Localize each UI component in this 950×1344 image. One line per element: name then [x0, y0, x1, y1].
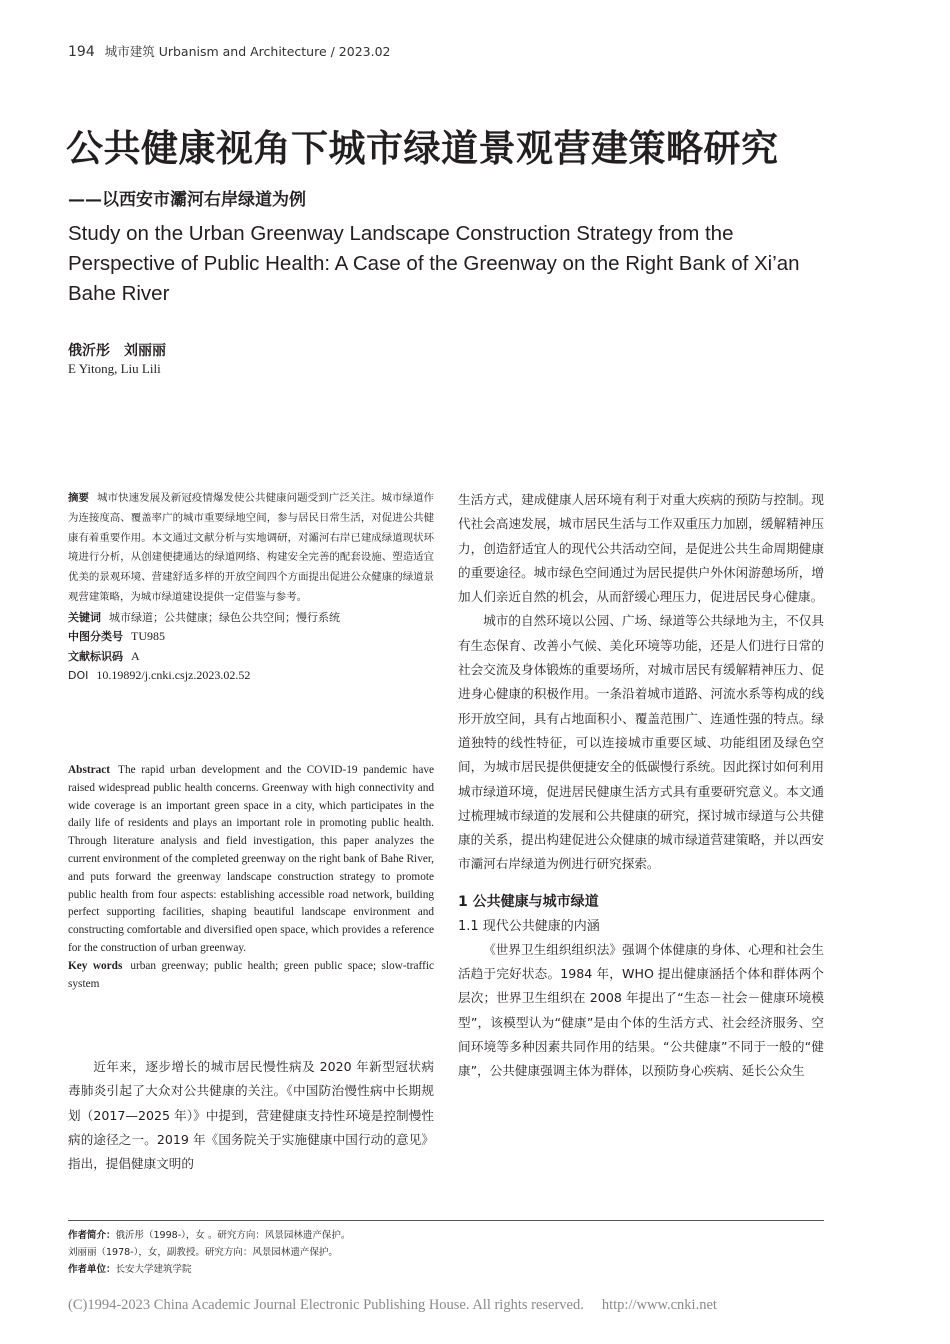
doc-code-label: 文献标识码	[68, 649, 123, 663]
affiliation-label: 作者单位：	[68, 1264, 116, 1275]
affiliation-line	[68, 1261, 350, 1278]
intro-paragraph: 近年来，逐步增长的城市居民慢性病及 2020 年新型冠状病毒肺炎引起了大众对公共健康的关注。《中国防治慢性病中长期规划（2017—2025 年）》中提到，营建健康支持性环境是控制慢性病的途径之一。2019 年《国务院关于实施健康中国行动的意见》指出，提倡健康文明的	[68, 1059, 434, 1172]
english-abstract-label: Abstract	[68, 764, 111, 776]
keywords-label: 关键词	[68, 610, 101, 624]
english-keywords-text: urban greenway; public health; green public space; slow-traffic system	[68, 959, 434, 990]
journal-name: 城市建筑 Urbanism and Architecture / 2023.02	[104, 44, 391, 59]
intro-block	[68, 1055, 434, 1176]
english-title: Study on the Urban Greenway Landscape Construction Strategy from the Perspective of Public Health: A Case of the Greenway on the Right Bank of Xi’an Bahe River	[68, 222, 800, 305]
english-abstract-text: The rapid urban development and the COVID-19 pandemic have raised widespread public health concerns. Greenway with high connectivity and wide coverage is an important green space in a city, which participates in the daily life of residents and plays an important role in promoting public health. Through literature analysis and field investigation, this paper analyzes the current environment of the completed greenway on the right bank of Bahe River, and puts forward the greenway landscape construction strategy to promote public health from four aspects: establishing accessible road network, building perfect supporting facilities, shaping beautiful landscape environment and constructing comfortable and diversified open space, which provides a reference for the construction of urban greenway.	[68, 764, 434, 954]
doi-label: DOI	[68, 669, 89, 683]
doc-code-value: A	[131, 648, 140, 663]
clc-value: TU985	[131, 629, 165, 644]
cnki-link[interactable]: http://www.cnki.net	[601, 1297, 717, 1313]
clc-line	[68, 627, 434, 647]
right-column	[458, 488, 824, 1084]
doi-value: 10.19892/j.cnki.csjz.2023.02.52	[96, 668, 251, 683]
clc-label: 中图分类号	[68, 630, 123, 644]
chinese-abstract	[68, 489, 434, 608]
continued-paragraph: 生活方式，建成健康人居环境有利于对重大疾病的预防与控制。现代社会高速发展，城市居民生活与工作双重压力加剧，缓解精神压力，创造舒适宜人的现代公共活动空间，是促进公共生命周期健康的重要途径。城市绿色空间通过为居民提供户外休闲游憩场所，增加人们亲近自然的机会，从而舒缓心理压力，促进居民身心健康。	[458, 492, 824, 605]
authors-english: E Yitong, Liu Lili	[68, 361, 161, 376]
keywords-line	[68, 608, 434, 628]
author1-note: 俄沂彤（1998-），女 。研究方向：风景园林遗产保护。	[115, 1230, 351, 1241]
english-keywords-label: Key words	[68, 959, 123, 972]
chinese-abstract-block	[68, 489, 434, 686]
english-abstract-block	[68, 762, 434, 993]
keywords-text: 城市绿道；公共健康；绿色公共空间；慢行系统	[109, 610, 340, 624]
author-intro-label: 作者简介：	[68, 1230, 116, 1241]
footnote-divider	[68, 1220, 824, 1221]
english-abstract	[68, 762, 434, 958]
paragraph-3: 《世界卫生组织组织法》强调个体健康的身体、心理和社会生活趋于完好状态。1984 年，WHO 提出健康涵括个体和群体两个层次；世界卫生组织在 2008 年提出了“生态－社会－健康环境模型”，该模型认为“健康”是由个体的生活方式、社会经济服务、空间环境等多种因素共同作用的结果。“公共健康”不同于一般的“健康”，公共健康强调主体为群体，以预防身心疾病、延长公众生	[458, 941, 824, 1079]
paragraph-2: 城市的自然环境以公园、广场、绿道等公共绿地为主，不仅具有生态保育、改善小气候、美化环境等功能，还是人们进行日常的社会交流及身体锻炼的重要场所，对城市居民有缓解精神压力、促进身心健康的积极作用。一条沿着城市道路、河流水系等构成的线形开放空间，具有占地面积小、覆盖范围广、连通性强的特点。绿道独特的线性特征，可以连接城市重要区域、功能组团及绿色空间，为城市居民提供便捷安全的低碳慢行系统。因此探讨如何利用城市绿道环境，促进居民健康生活方式具有重要研究意义。本文通过梳理城市绿道的发展和公共健康的研究，探讨城市绿道与公共健康的关系，提出构建促进公众健康的城市绿道营建策略，并以西安市灞河右岸绿道为例进行研究探索。	[458, 613, 824, 872]
paper-subtitle: ——以西安市灞河右岸绿道为例	[68, 190, 306, 210]
abstract-label: 摘要	[68, 492, 90, 504]
english-keywords-line	[68, 958, 434, 994]
paper-title: 公共健康视角下城市绿道景观营建策略研究	[66, 127, 779, 170]
author-intro-line	[68, 1227, 350, 1244]
authors-chinese: 俄沂彤 刘丽丽	[68, 343, 166, 359]
doi-line	[68, 666, 434, 686]
copyright-footer	[68, 1297, 717, 1314]
affiliation-text: 长安大学建筑学院	[115, 1264, 192, 1275]
abstract-text: 城市快速发展及新冠疫情爆发使公共健康问题受到广泛关注。城市绿道作为连接度高、覆盖率广的城市重要绿地空间，参与居民日常生活，对促进公共健康有着重要作用。本文通过文献分析与实地调研，对灞河右岸已建成绿道现状环境进行分析，从创建便捷通达的绿道网络、构建安全完善的配套设施、塑造适宜优美的景观环境、营建舒适多样的开放空间四个方面提出促进公众健康的绿道景观营建策略，为城市绿道建设提供一定借鉴与参考。	[68, 492, 435, 603]
doc-code-line	[68, 647, 434, 667]
author2-note: 刘丽丽（1978-），女，副教授。研究方向：风景园林遗产保护。	[68, 1247, 338, 1258]
page-number: 194	[68, 44, 95, 60]
copyright-text: (C)1994-2023 China Academic Journal Electronic Publishing House. All rights reserved.	[68, 1297, 584, 1313]
footnotes	[68, 1227, 350, 1278]
section-heading-1: 1 公共健康与城市绿道	[458, 893, 599, 910]
running-header	[68, 42, 391, 60]
section-heading-1-1: 1.1 现代公共健康的内涵	[458, 918, 600, 934]
